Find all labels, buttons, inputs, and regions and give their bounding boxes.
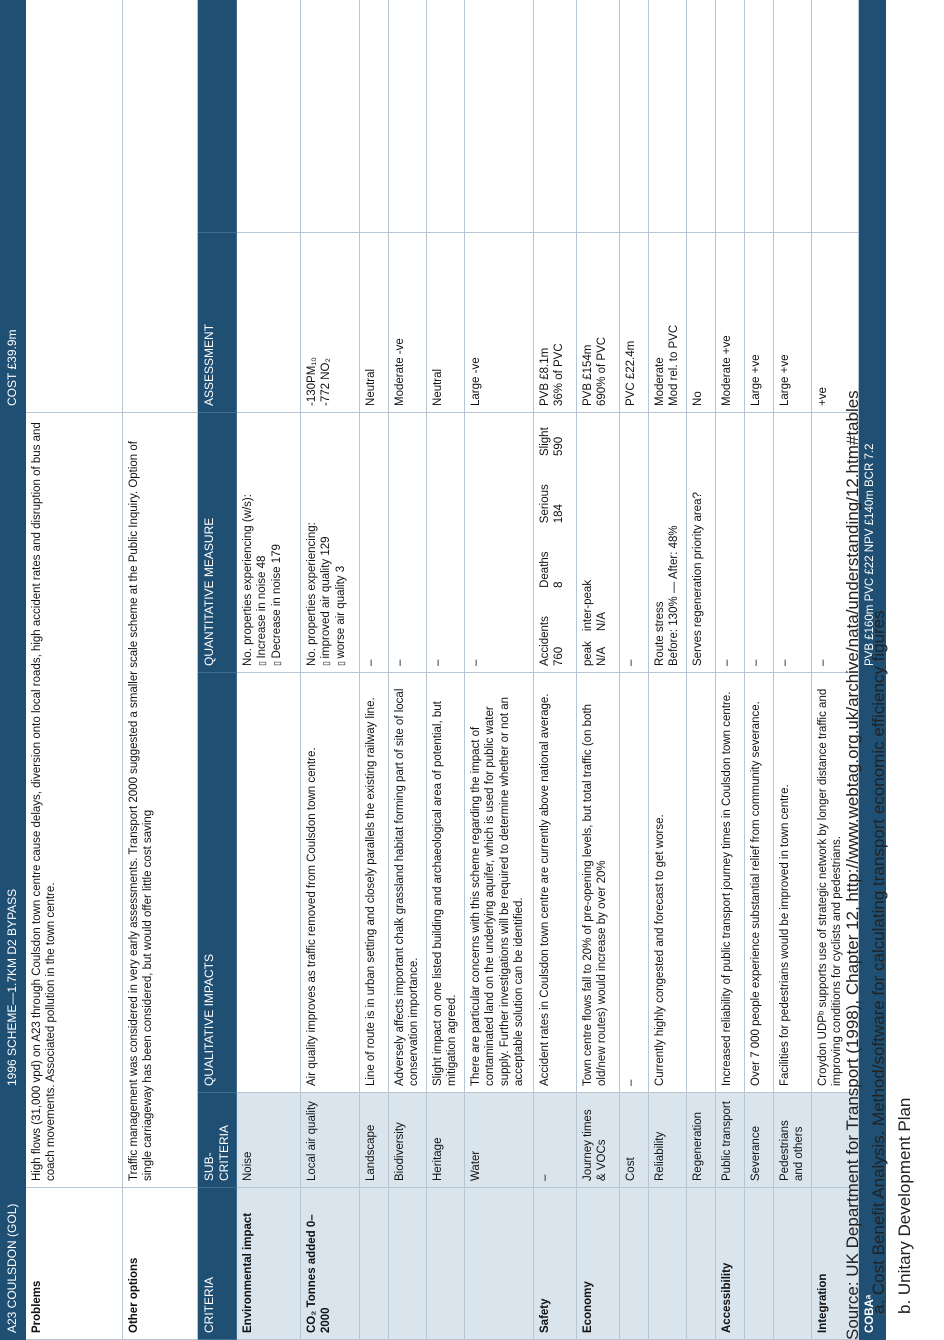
severance-row <box>745 0 774 1340</box>
cost-row <box>620 0 649 1340</box>
regeneration-row <box>687 0 716 1340</box>
qualitative-cell: Increased reliability of public transport journey times in Coulsdon town centre. <box>716 673 745 1093</box>
water-row <box>465 0 534 1340</box>
sub-criteria-cell: – <box>534 1093 577 1188</box>
assessment-cell: Neutral <box>360 232 389 412</box>
quantitative-cell: – <box>620 412 649 672</box>
assessment-cell: Large +ve <box>774 232 812 412</box>
coba-summary: PVB £160m PVC £22 NPV £140m BCR 7.2 <box>858 0 885 673</box>
problems-row <box>26 0 123 1340</box>
assessment-cell: No <box>687 232 716 412</box>
quantitative-cell: No. properties experiencing: ▯ improved air quality 129 ▯ worse air quality 3 <box>301 412 360 672</box>
sub-criteria-cell: Landscape <box>360 1093 389 1188</box>
heritage-row <box>427 0 465 1340</box>
qualitative-cell <box>687 673 716 1093</box>
qualitative-cell: Slight impact on one listed building and archaeological area of potential, but mitigation agreed. <box>427 673 465 1093</box>
landscape-row <box>360 0 389 1340</box>
sub-criteria-cell: Local air quality <box>301 1093 360 1188</box>
quantitative-cell: – <box>716 412 745 672</box>
qualitative-cell: Currently highly congested and forecast to get worse. <box>649 673 687 1093</box>
air-quality-row <box>301 0 360 1340</box>
col-sub-criteria: SUB-CRITERIA <box>198 1093 237 1188</box>
quantitative-cell: No. properties experiencing (w/s): ▯ Increase in noise 48 ▯ Decrease in noise 179 <box>237 412 301 672</box>
quantitative-cell: – <box>360 412 389 672</box>
other-options-text: Traffic management was considered in very early assessments. Transport 2000 suggested a smaller scale scheme at the Public Inquiry. Option of single carriageway has been considered, but would offer little cost saving <box>123 412 198 1187</box>
sub-criteria-cell: Pedestrians and others <box>774 1093 812 1188</box>
sub-criteria-cell: Journey times & VOCs <box>577 1093 620 1188</box>
assessment-cell: Large +ve <box>745 232 774 412</box>
qualitative-cell: Line of route is in urban setting and closely parallels the existing railway line. <box>360 673 389 1093</box>
qualitative-cell: Air quality improves as traffic removed from Coulsdon town centre. <box>301 673 360 1093</box>
sub-criteria-cell: Cost <box>620 1093 649 1188</box>
column-header-row <box>198 0 237 1340</box>
assessment-cell: Moderate +ve <box>716 232 745 412</box>
sub-criteria-cell: Regeneration <box>687 1093 716 1188</box>
qualitative-cell: Town centre flows fall to 20% of pre-opening levels, but total traffic (on both old/new routes) would increase by over 20% <box>577 673 620 1093</box>
col-assessment: ASSESSMENT <box>198 232 237 412</box>
noise-row <box>237 0 301 1340</box>
qualitative-cell <box>237 673 301 1093</box>
criteria-cell: Integration <box>811 1188 858 1340</box>
quantitative-cell: Accidents Deaths Serious Slight 760 8 184 590 <box>534 412 577 672</box>
qualitative-cell: – <box>620 673 649 1093</box>
assessment-cell: PVC £22.4m <box>620 232 649 412</box>
qualitative-cell: Adversely affects important chalk grassland habitat forming part of site of local conservation importance. <box>389 673 427 1093</box>
col-qualitative: QUALITATIVE IMPACTS <box>198 673 237 1093</box>
col-quantitative: QUANTITATIVE MEASURE <box>198 412 237 672</box>
sub-criteria-cell: Biodiversity <box>389 1093 427 1188</box>
sub-criteria-cell: Severance <box>745 1093 774 1188</box>
quantitative-cell: Route stress Before: 130% — After: 48% <box>649 412 687 672</box>
quantitative-cell: – <box>811 412 858 672</box>
quantitative-cell: – <box>427 412 465 672</box>
qualitative-cell: Facilities for pedestrians would be improved in town centre. <box>774 673 812 1093</box>
sub-criteria-cell: Public transport <box>716 1093 745 1188</box>
footnote-b: b. Unitary Development Plan <box>895 1097 914 1314</box>
coba-label: COBAᵃ <box>858 1188 885 1340</box>
assessment-cell: PVB £154m 690% of PVC <box>577 232 620 412</box>
scheme-cost: COST £39.9m <box>1 0 26 412</box>
footnote-a: a. Cost Benefit Analysis. Method/software for calculating transport economic efficiency figures <box>869 610 888 1314</box>
quantitative-cell: – <box>465 412 534 672</box>
assessment-cell <box>237 232 301 412</box>
scheme-name: A23 COULSDON (GOL) <box>1 1093 26 1340</box>
assessment-cell: Neutral <box>427 232 465 412</box>
qualitative-cell: Accident rates in Coulsdon town centre are currently above national average. <box>534 673 577 1093</box>
quantitative-cell: – <box>389 412 427 672</box>
criteria-cell: Safety <box>534 1188 577 1340</box>
col-criteria: CRITERIA <box>198 1188 237 1340</box>
sub-criteria-cell: Water <box>465 1093 534 1188</box>
other-options-row <box>123 0 198 1340</box>
quantitative-cell: peak inter-peak N/A N/A <box>577 412 620 672</box>
assessment-cell: Moderate -ve <box>389 232 427 412</box>
pedestrians-row <box>774 0 812 1340</box>
criteria-cell: Accessibility <box>716 1188 745 1340</box>
criteria-cell: CO₂ Tonnes added 0–2000 <box>301 1188 360 1340</box>
scheme-header-band <box>1 0 26 1340</box>
sub-criteria-cell: Reliability <box>649 1093 687 1188</box>
quantitative-cell: Serves regeneration priority area? <box>687 412 716 672</box>
assessment-cell: PVB £8.1m 36% of PVC <box>534 232 577 412</box>
source-text: Source: UK Department for Transport (1998), Chapter 12, http://www.webtag.org.uk/archive/nata/understanding/12.htm#tables <box>843 390 862 1340</box>
other-options-label: Other options <box>123 1188 198 1340</box>
quantitative-cell: – <box>774 412 812 672</box>
criteria-cell: Environmental impact <box>237 1188 301 1340</box>
sub-criteria-cell: Noise <box>237 1093 301 1188</box>
qualitative-cell: Over 7 000 people experience substantial relief from community severance. <box>745 673 774 1093</box>
reliability-row <box>649 0 687 1340</box>
biodiversity-row <box>389 0 427 1340</box>
qualitative-cell: There are particular concerns with this scheme regarding the impact of contaminated land on the underlying aquifer, which is used for public water supply. Further investigations will be required to determine whether or not an acceptable solution can be identified. <box>465 673 534 1093</box>
public-transport-row <box>716 0 745 1340</box>
scheme-type: 1996 SCHEME—1.7KM D2 BYPASS <box>1 412 26 1092</box>
assessment-cell: +ve <box>811 232 858 412</box>
qualitative-cell: Croydon UDPᵇ supports use of strategic network by longer distance traffic and improving conditions for cyclists and pedestrians. <box>811 673 858 1093</box>
problems-text: High flows (31,000 vpd) on A23 through Coulsdon town centre cause delays, diversion onto local roads, high accident rates and disruption of bus and coach movements. Associated pollution in the town centre. <box>26 412 123 1187</box>
safety-row <box>534 0 577 1340</box>
quantitative-cell: – <box>745 412 774 672</box>
assessment-cell: Moderate Mod rel. to PVC <box>649 232 687 412</box>
problems-label: Problems <box>26 1188 123 1340</box>
sub-criteria-cell: Heritage <box>427 1093 465 1188</box>
journey-times-row <box>577 0 620 1340</box>
assessment-cell: -130PM₁₀ -772 NO₂ <box>301 232 360 412</box>
source-notes <box>840 0 918 1340</box>
criteria-cell: Economy <box>577 1188 620 1340</box>
assessment-cell: Large -ve <box>465 232 534 412</box>
